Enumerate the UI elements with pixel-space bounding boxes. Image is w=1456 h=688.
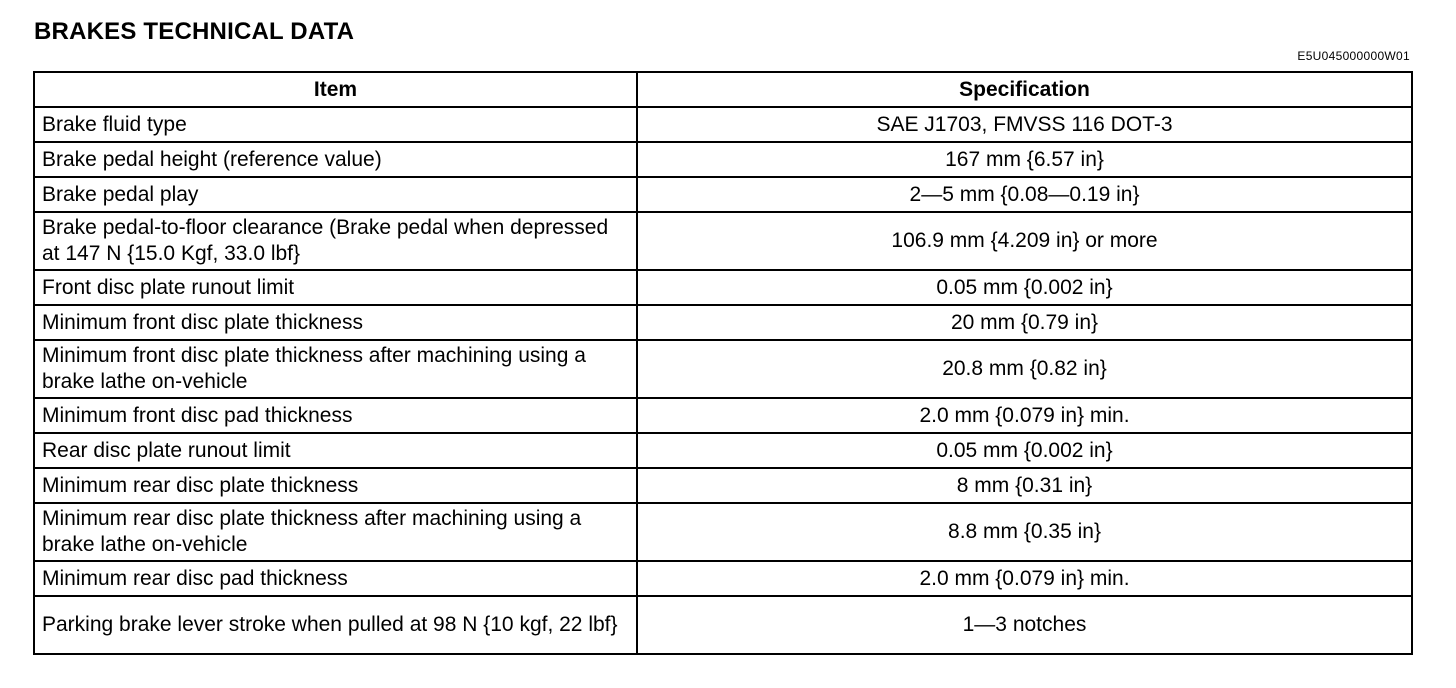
table-row — [34, 270, 1412, 305]
table-row — [34, 433, 1412, 468]
table-row — [34, 503, 1412, 561]
spec-cell: SAE J1703, FMVSS 116 DOT-3 — [637, 107, 1412, 142]
spec-cell: 2—5 mm {0.08—0.19 in} — [637, 177, 1412, 212]
spec-cell: 106.9 mm {4.209 in} or more — [637, 212, 1412, 270]
table-row — [34, 596, 1412, 654]
spec-cell: 8 mm {0.31 in} — [637, 468, 1412, 503]
table-row — [34, 107, 1412, 142]
item-cell: Front disc plate runout limit — [34, 270, 637, 305]
table-row — [34, 340, 1412, 398]
item-cell: Minimum front disc plate thickness after machining using a brake lathe on-vehicle — [34, 340, 637, 398]
item-cell: Parking brake lever stroke when pulled at 98 N {10 kgf, 22 lbf} — [34, 596, 637, 654]
spec-cell: 20.8 mm {0.82 in} — [637, 340, 1412, 398]
item-cell: Minimum rear disc pad thickness — [34, 561, 637, 596]
brakes-spec-table — [33, 71, 1413, 655]
table-row — [34, 305, 1412, 340]
item-cell: Minimum rear disc plate thickness — [34, 468, 637, 503]
table-row — [34, 468, 1412, 503]
spec-cell: 20 mm {0.79 in} — [637, 305, 1412, 340]
table-row — [34, 142, 1412, 177]
item-cell: Rear disc plate runout limit — [34, 433, 637, 468]
table-row — [34, 177, 1412, 212]
item-cell: Minimum front disc plate thickness — [34, 305, 637, 340]
spec-cell: 167 mm {6.57 in} — [637, 142, 1412, 177]
page-title: BRAKES TECHNICAL DATA — [34, 18, 355, 45]
item-cell: Minimum rear disc plate thickness after machining using a brake lathe on-vehicle — [34, 503, 637, 561]
spec-cell: 1—3 notches — [637, 596, 1412, 654]
column-header-specification: Specification — [637, 72, 1412, 107]
spec-cell: 0.05 mm {0.002 in} — [637, 270, 1412, 305]
table-row — [34, 398, 1412, 433]
table-row — [34, 212, 1412, 270]
item-cell: Brake pedal-to-floor clearance (Brake pedal when depressed at 147 N {15.0 Kgf, 33.0 lbf} — [34, 212, 637, 270]
item-cell: Brake pedal play — [34, 177, 637, 212]
document-code: E5U045000000W01 — [1297, 49, 1410, 63]
table-row — [34, 561, 1412, 596]
spec-cell: 0.05 mm {0.002 in} — [637, 433, 1412, 468]
table-header-row — [34, 72, 1412, 107]
column-header-item: Item — [34, 72, 637, 107]
spec-cell: 8.8 mm {0.35 in} — [637, 503, 1412, 561]
item-cell: Brake fluid type — [34, 107, 637, 142]
item-cell: Minimum front disc pad thickness — [34, 398, 637, 433]
item-cell: Brake pedal height (reference value) — [34, 142, 637, 177]
spec-cell: 2.0 mm {0.079 in} min. — [637, 398, 1412, 433]
spec-cell: 2.0 mm {0.079 in} min. — [637, 561, 1412, 596]
